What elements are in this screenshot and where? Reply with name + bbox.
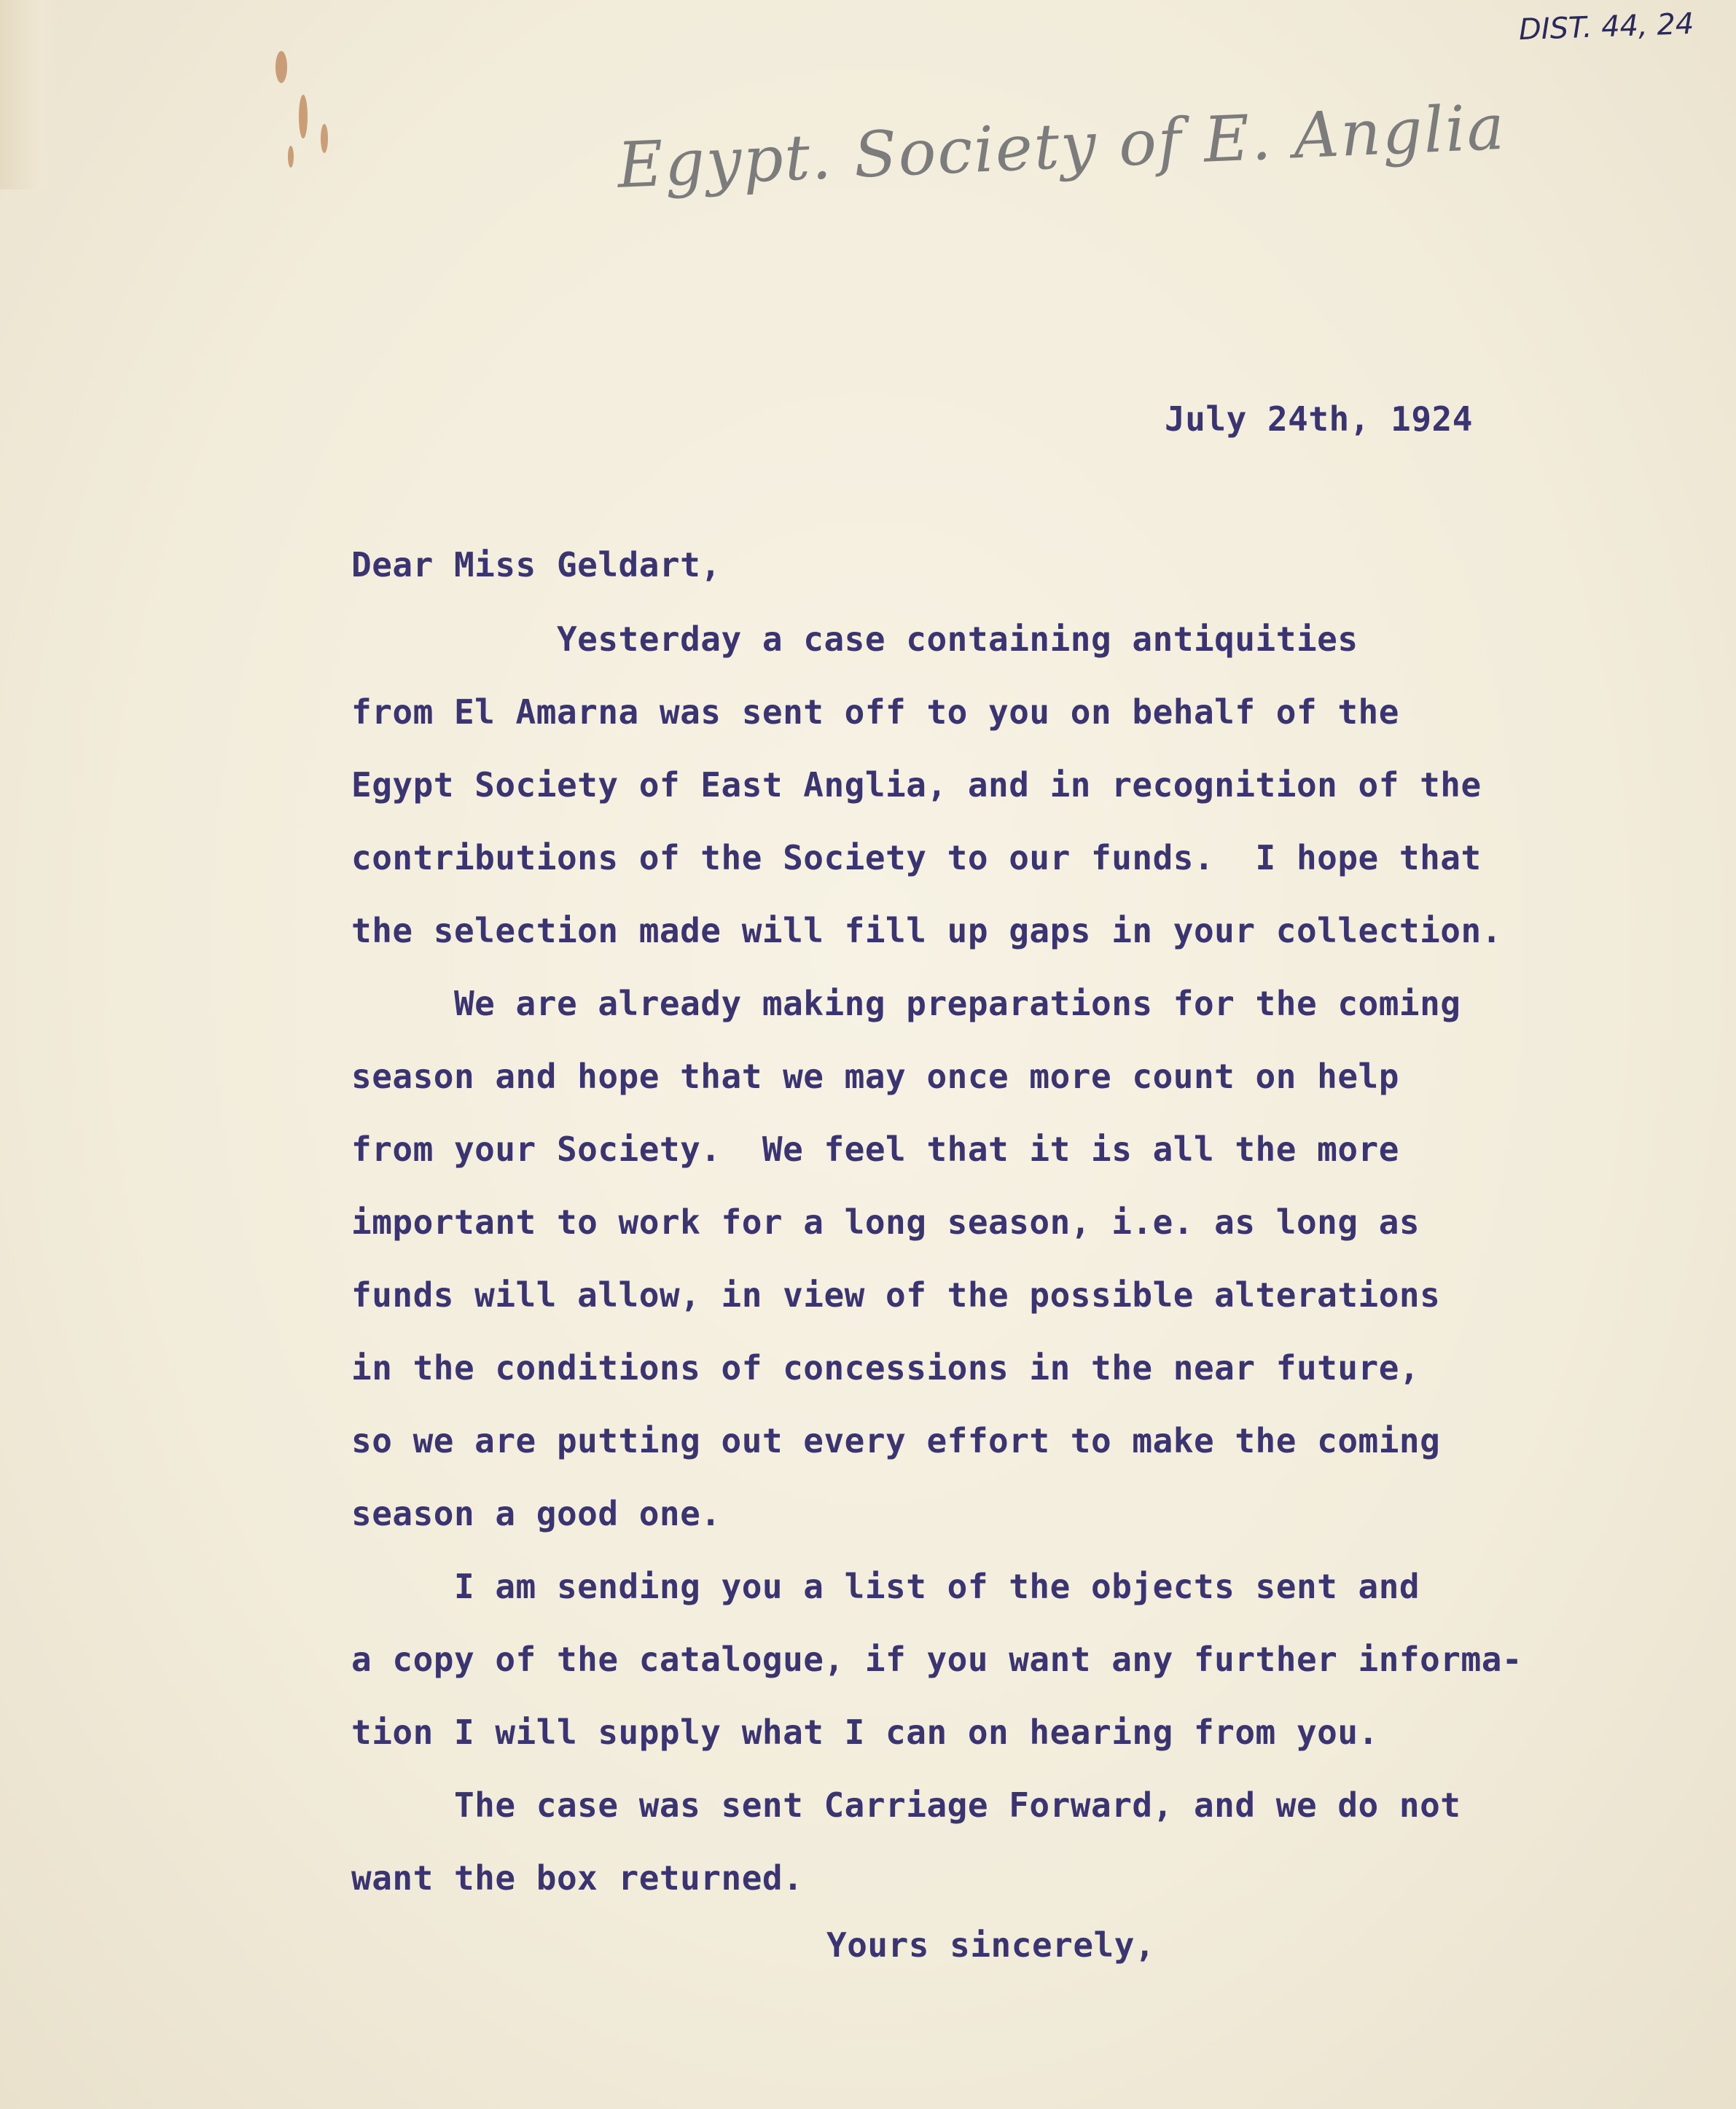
body-line: tion I will supply what I can on hearing from you. (351, 1713, 1379, 1752)
rust-stain (288, 146, 294, 168)
body-line: The case was sent Carriage Forward, and we do not (351, 1785, 1461, 1825)
body-line: a copy of the catalogue, if you want any further informa- (351, 1640, 1523, 1679)
body-line: important to work for a long season, i.e. as long as (351, 1202, 1420, 1242)
rust-stain (299, 95, 308, 138)
closing: Yours sincerely, (826, 1925, 1156, 1965)
body-line: the selection made will fill up gaps in your collection. (351, 911, 1502, 950)
body-line: Yesterday a case containing antiquities (351, 619, 1358, 659)
rust-stain (321, 124, 328, 153)
body-line: season a good one. (351, 1494, 722, 1533)
body-line: so we are putting out every effort to make the coming (351, 1421, 1441, 1460)
body-line: season and hope that we may once more count on help (351, 1057, 1399, 1096)
body-line: from your Society. We feel that it is all the more (351, 1130, 1399, 1169)
salutation: Dear Miss Geldart, (351, 545, 722, 584)
pencil-annotation: Egypt. Society of E. Anglia (616, 90, 1507, 203)
body-line: I am sending you a list of the objects sent and (351, 1567, 1420, 1606)
body-line: funds will allow, in view of the possible alterations (351, 1275, 1441, 1315)
body-line: We are already making preparations for the coming (351, 984, 1461, 1023)
body-line: want the box returned. (351, 1858, 804, 1898)
archive-reference: DIST. 44, 24 (1518, 7, 1695, 47)
rust-stain (275, 51, 287, 83)
body-line: from El Amarna was sent off to you on behalf of the (351, 692, 1399, 732)
letter-date: July 24th, 1924 (1165, 399, 1473, 439)
body-line: in the conditions of concessions in the near future, (351, 1348, 1420, 1388)
paper-edge (0, 0, 58, 189)
body-line: Egypt Society of East Anglia, and in recognition of the (351, 765, 1482, 805)
body-line: contributions of the Society to our funds. I hope that (351, 838, 1482, 877)
